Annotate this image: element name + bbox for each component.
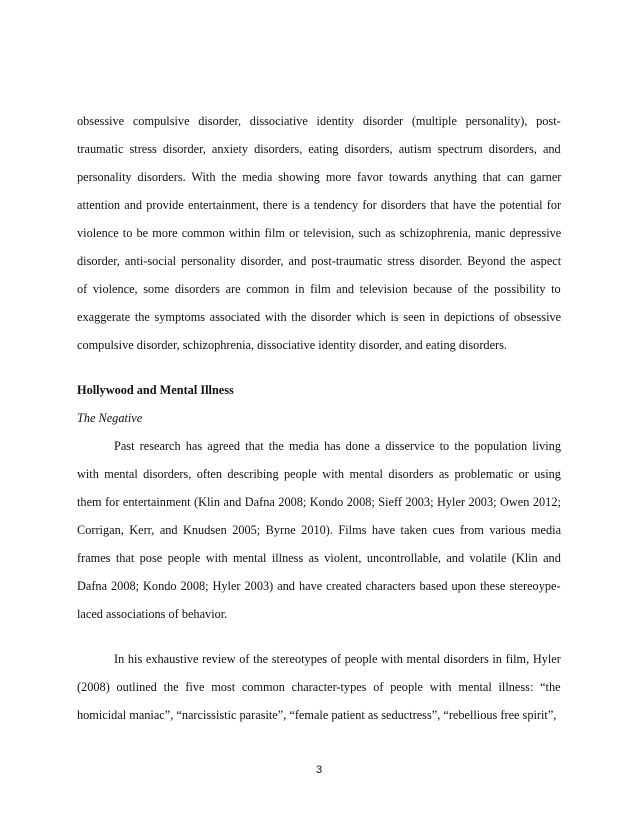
paragraph-2-line-6: Dafna 2008; Kondo 2008; Hyler 2003) and have created characters based upon these stereoype-: [77, 579, 561, 593]
paragraph-2-line-1: Past research has agreed that the media has done a disservice to the population living: [114, 439, 561, 453]
section-heading: Hollywood and Mental Illness: [77, 383, 234, 397]
paragraph-1-line-4: attention and provide entertainment, there is a tendency for disorders that have the potential for: [77, 198, 562, 212]
paragraph-1-line-5: violence to be more common within film or television, such as schizophrenia, manic depressive: [77, 226, 562, 240]
paragraph-1-line-8: exaggerate the symptoms associated with the disorder which is seen in depictions of obsessive: [77, 310, 562, 324]
paragraph-1-line-7: of violence, some disorders are common in film and television because of the possibility to: [77, 282, 561, 296]
paragraph-2-line-2: with mental disorders, often describing people with mental disorders as problematic or using: [77, 467, 561, 481]
paragraph-2-line-7: laced associations of behavior.: [77, 607, 228, 621]
paragraph-1-line-2: traumatic stress disorder, anxiety disorders, eating disorders, autism spectrum disorders, and: [77, 142, 561, 156]
subsection-heading: The Negative: [77, 411, 143, 425]
page-number: 3: [315, 764, 323, 776]
paragraph-2-line-3: them for entertainment (Klin and Dafna 2008; Kondo 2008; Sieff 2003; Hyler 2003; Owen 2012;: [77, 495, 561, 509]
paragraph-2-line-5: frames that pose people with mental illness as violent, uncontrollable, and volatile (Klin and: [77, 551, 561, 565]
paragraph-3-line-1: In his exhaustive review of the stereotypes of people with mental disorders in film, Hyler: [114, 652, 561, 666]
paragraph-1-line-1: obsessive compulsive disorder, dissociative identity disorder (multiple personality), post-: [77, 114, 561, 128]
paragraph-1-line-6: disorder, anti-social personality disorder, and post-traumatic stress disorder. Beyond the aspect: [77, 254, 562, 268]
paragraph-3-line-2: (2008) outlined the five most common character-types of people with mental illness: “the: [77, 680, 561, 694]
paragraph-1-line-9: compulsive disorder, schizophrenia, dissociative identity disorder, and eating disorders.: [77, 338, 507, 352]
paragraph-2-line-4: Corrigan, Kerr, and Knudsen 2005; Byrne 2010). Films have taken cues from various media: [77, 523, 562, 537]
paragraph-3-line-3: homicidal maniac”, “narcissistic parasite”, “female patient as seductress”, “rebellious free spirit”,: [77, 708, 557, 722]
paragraph-1-line-3: personality disorders. With the media showing more favor towards anything that can garner: [77, 170, 562, 184]
